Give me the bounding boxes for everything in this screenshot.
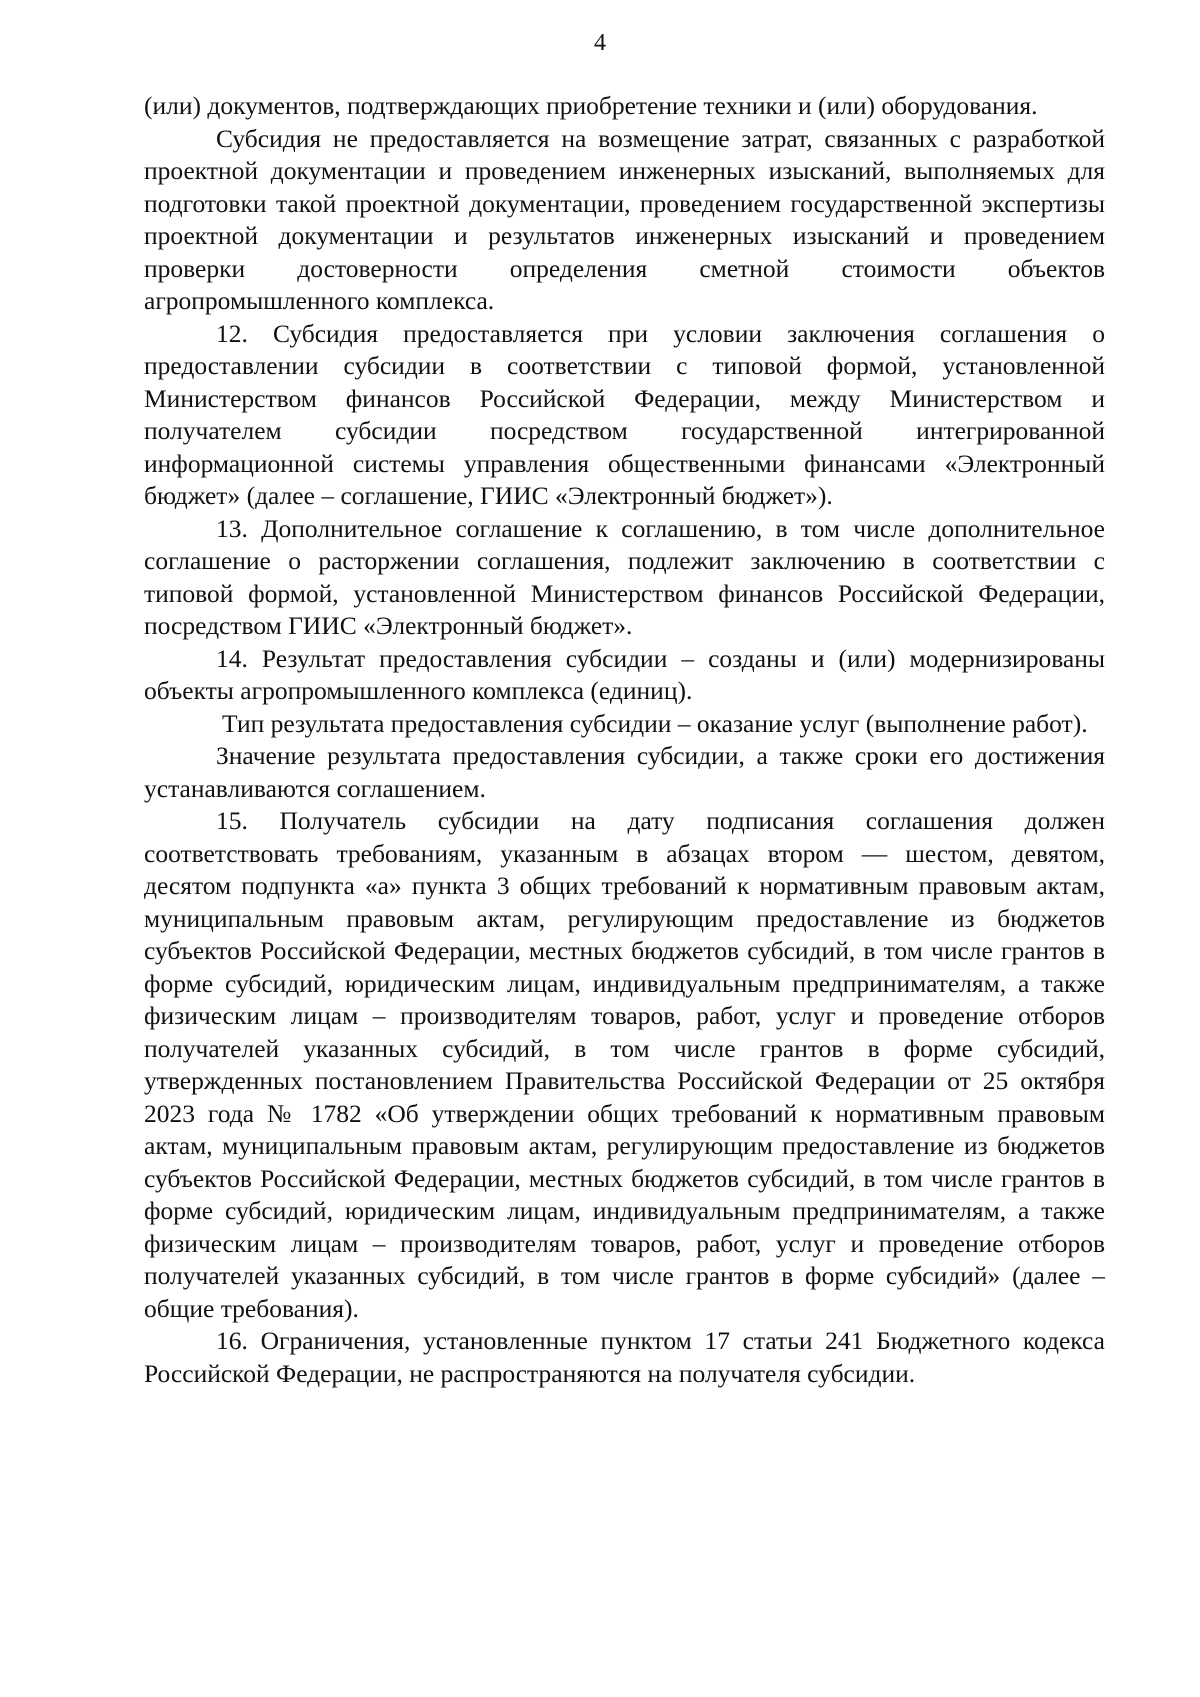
paragraph-result-type: Тип результата предоставления субсидии – оказание услуг (выполнение работ). (222, 708, 1088, 738)
document-body (144, 90, 1105, 1390)
paragraph-item-13: 13. Дополнительное соглашение к соглашению, в том числе дополнительное соглашение о расторжении соглашения, подлежит заключению в соответствии с типовой формой, установленной Министерством финансов Российской Федерации, посредством ГИИС «Электронный бюджет». (144, 513, 1105, 640)
paragraph-item-16: 16. Ограничения, установленные пунктом 17 статьи 241 Бюджетного кодекса Российской Федерации, не распространяются на получателя субсидии. (144, 1326, 1105, 1388)
paragraph-continuation: (или) документов, подтверждающих приобретение техники и (или) оборудования. (144, 91, 1038, 120)
paragraph-subsidy-exclusions: Субсидия не предоставляется на возмещение затрат, связанных с разработкой проектной документации и проведением инженерных изысканий, выполняемых для подготовки такой проектной документации, проведением государственной экспертизы проектной документации и результатов инженерных изысканий и проведением проверки достоверности определения сметной стоимости объектов агропромышленного комплекса. (144, 123, 1105, 315)
paragraph-item-12: 12. Субсидия предоставляется при условии заключения соглашения о предоставлении субсидии в соответствии с типовой формой, установленной Министерством финансов Российской Федерации, между Министерством и получателем субсидии посредством государственной интегрированной информационной системы управления общественными финансами «Электронный бюджет» (далее – соглашение, ГИИС «Электронный бюджет»). (144, 318, 1105, 510)
page-number: 4 (594, 30, 606, 56)
paragraph-result-value: Значение результата предоставления субсидии, а также сроки его достижения устанавливаются соглашением. (144, 741, 1105, 803)
paragraph-item-15: 15. Получатель субсидии на дату подписания соглашения должен соответствовать требованиям, указанным в абзацах втором — шестом, девятом, десятом подпункта «а» пункта 3 общих требований к нормативным правовым актам, муниципальным правовым актам, регулирующим предоставление из бюджетов субъектов Российской Федерации, местных бюджетов субсидий, в том числе грантов в форме субсидий, юридическим лицам, индивидуальным предпринимателям, а также физическим лицам – производителям товаров, работ, услуг и проведение отборов получателей указанных субсидий, в том числе грантов в форме субсидий, утвержденных постановлением Правительства Российской Федерации от 25 октября 2023 года № 1782 «Об утверждении общих требований к нормативным правовым актам, муниципальным правовым актам, регулирующим предоставление из бюджетов субъектов Российской Федерации, местных бюджетов субсидий, в том числе грантов в форме субсидий, юридическим лицам, индивидуальным предпринимателям, а также физическим лицам – производителям товаров, работ, услуг и проведение отборов получателей указанных субсидий, в том числе грантов в форме субсидий» (далее – общие требования). (144, 806, 1105, 1323)
paragraph-item-14: 14. Результат предоставления субсидии – созданы и (или) модернизированы объекты агропромышленного комплекса (единиц). (144, 643, 1105, 705)
